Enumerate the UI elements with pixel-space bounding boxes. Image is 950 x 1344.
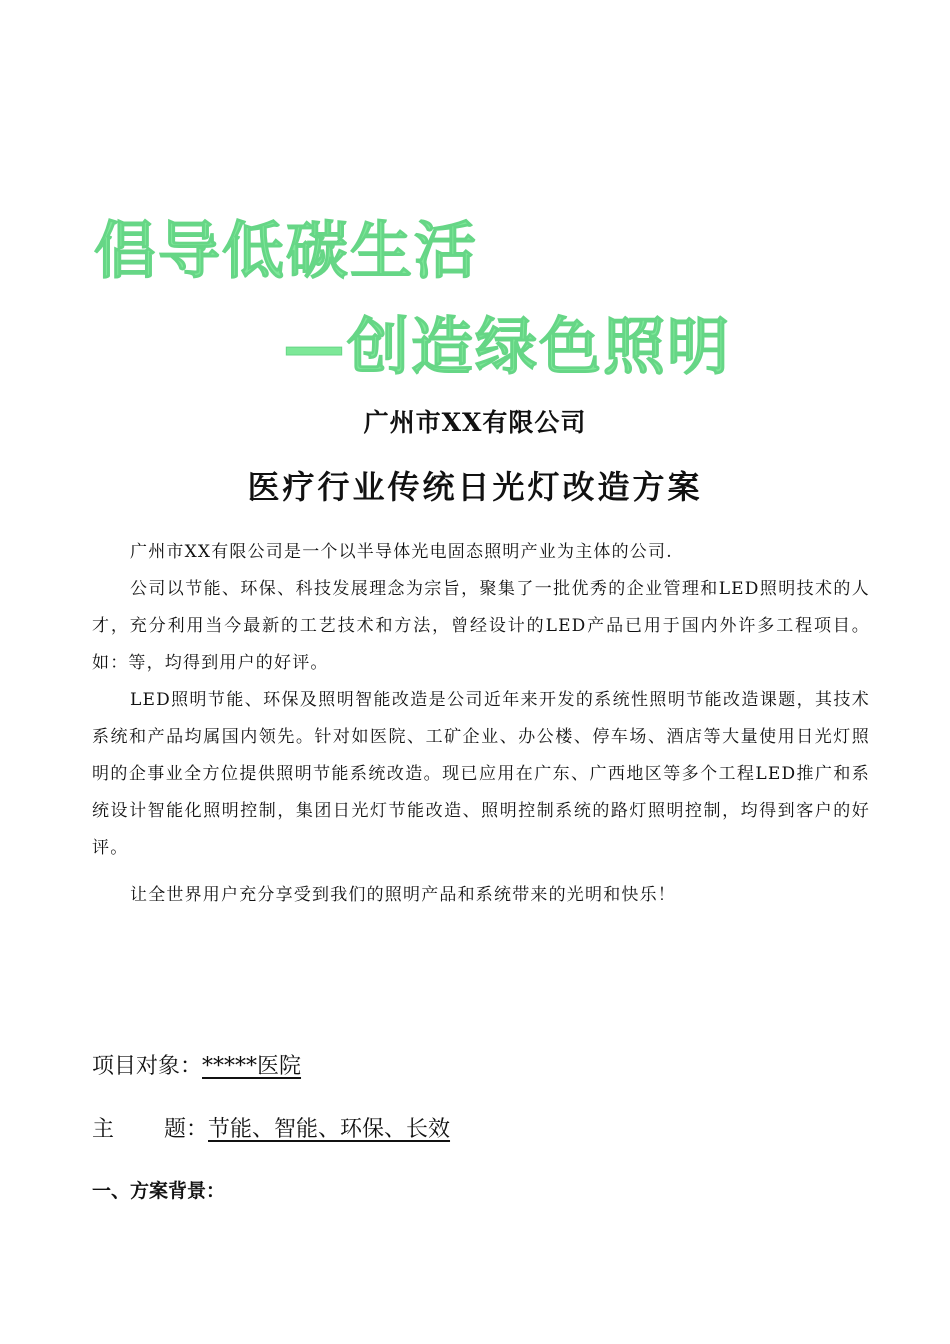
project-target-label: 项目对象： xyxy=(92,1054,203,1079)
project-target-field xyxy=(92,1054,301,1080)
slogan-line-2: —创造绿色照明 xyxy=(283,310,732,383)
project-target-value: *****医院 xyxy=(202,1054,302,1079)
intro-body xyxy=(92,534,870,914)
theme-label-part-2: 题： xyxy=(164,1117,209,1142)
theme-value: 节能、智能、环保、长效 xyxy=(208,1117,451,1142)
theme-label-part-1: 主 xyxy=(92,1117,115,1142)
company-name: 广州市XX有限公司 xyxy=(363,408,587,437)
intro-paragraph-1: 广州市XX有限公司是一个以半导体光电固态照明产业为主体的公司. xyxy=(130,542,673,562)
intro-paragraph-2: 公司以节能、环保、科技发展理念为宗旨，聚集了一批优秀的企业管理和LED照明技术的人才，充分利用当今最新的工艺技术和方法，曾经设计的LED产品已用于国内外许多工程项目。如：等，均得到用户的好评。 xyxy=(92,579,870,673)
slogan-line-1: 倡导低碳生活 xyxy=(94,214,479,287)
intro-paragraph-3: LED照明节能、环保及照明智能改造是公司近年来开发的系统性照明节能改造课题，其技术系统和产品均属国内领先。针对如医院、工矿企业、办公楼、停车场、酒店等大量使用日光灯照明的企事业全方位提供照明节能系统改造。现已应用在广东、广西地区等多个工程LED推广和系统设计智能化照明控制，集团日光灯节能改造、照明控制系统的路灯照明控制，均得到客户的好评。 xyxy=(92,690,870,858)
section-heading-background: 一、方案背景： xyxy=(92,1180,226,1202)
document-title: 医疗行业传统日光灯改造方案 xyxy=(247,468,703,506)
theme-field xyxy=(92,1117,450,1143)
intro-paragraph-4: 让全世界用户充分享受到我们的照明产品和系统带来的光明和快乐！ xyxy=(130,885,676,905)
